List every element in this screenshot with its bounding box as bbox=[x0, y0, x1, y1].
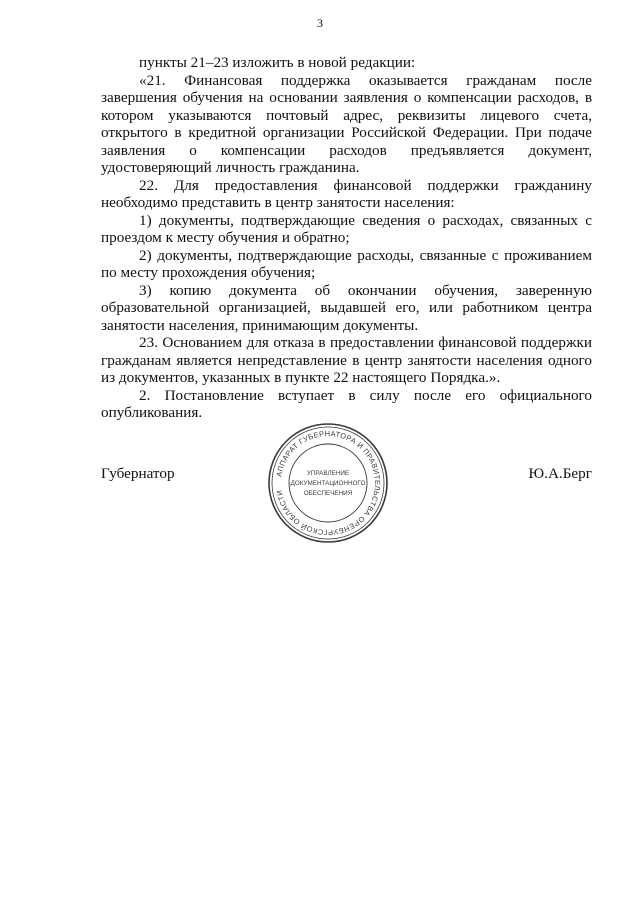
paragraph-subitem-3: 3) копию документа об окончании обучения, заверенную образовательной организацией, выдавшей его, или работником центра занятости населения, принимающим документы. bbox=[101, 281, 592, 334]
document-body bbox=[101, 54, 592, 422]
page-number: 3 bbox=[317, 16, 323, 30]
paragraph-subitem-2: 2) документы, подтверждающие расходы, связанные с проживанием по месту прохождения обучения; bbox=[101, 246, 592, 281]
signatory-name: Ю.А.Берг bbox=[528, 465, 592, 482]
seal-ring-text: АППАРАТ ГУБЕРНАТОРА И ПРАВИТЕЛЬСТВА ОРЕНБУРГСКОЙ ОБЛАСТИ bbox=[274, 428, 383, 538]
seal-center-line-3: ОБЕСПЕЧЕНИЯ bbox=[303, 490, 353, 497]
seal-center-line-2: ДОКУМЕНТАЦИОННОГО bbox=[290, 480, 366, 487]
paragraph-effective-date: 2. Постановление вступает в силу после его официального опубликования. bbox=[101, 386, 592, 421]
paragraph-subitem-1: 1) документы, подтверждающие сведения о расходах, связанных с проездом к месту обучения и обратно; bbox=[101, 211, 592, 246]
signatory-position: Губернатор bbox=[101, 465, 175, 482]
seal-icon bbox=[263, 418, 393, 548]
seal-center-line-1: УПРАВЛЕНИЕ bbox=[306, 470, 350, 477]
official-seal bbox=[263, 418, 393, 548]
paragraph-item-23: 23. Основанием для отказа в предоставлении финансовой поддержки гражданам является непредставление в центр занятости населения одного из документов, указанных в пункте 22 настоящего Порядка.». bbox=[101, 334, 592, 386]
paragraph-item-21: «21. Финансовая поддержка оказывается гражданам после завершения обучения на основании заявления о компенсации расходов, в котором указываются почтовый адрес, реквизиты лицевого счета, открытого в кредитной организации Российской Федерации. При подаче заявления о компенсации расходов предъявляется документ, удостоверяющий личность гражданина. bbox=[101, 71, 592, 176]
paragraph-item-22: 22. Для предоставления финансовой поддержки гражданину необходимо представить в центр занятости населения: bbox=[101, 176, 592, 211]
paragraph-intro: пункты 21–23 изложить в новой редакции: bbox=[139, 54, 416, 71]
